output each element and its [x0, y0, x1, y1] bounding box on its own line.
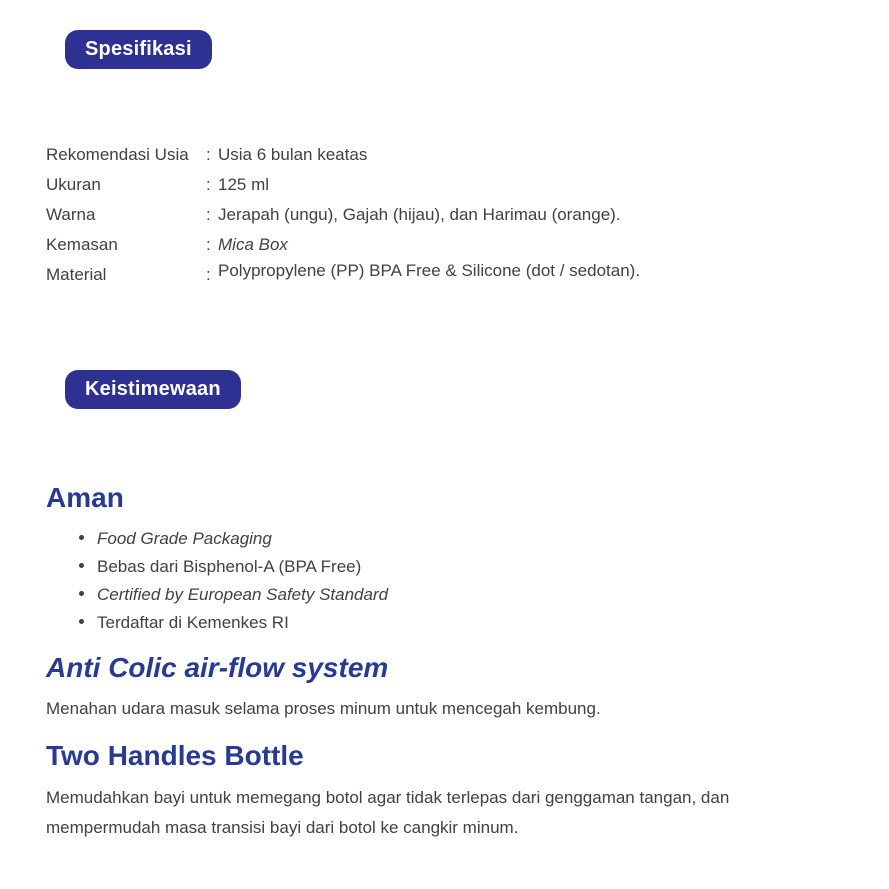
spec-label: Ukuran: [46, 175, 101, 194]
spec-colon: :: [206, 235, 211, 254]
bullet-dot: [79, 591, 84, 596]
spec-row-material: [46, 260, 856, 290]
spec-label: Rekomendasi Usia: [46, 145, 189, 164]
feature-item-label: Food Grade Packaging: [97, 528, 272, 548]
keistimewaan-badge: Keistimewaan: [65, 370, 241, 409]
spec-colon: :: [206, 175, 211, 194]
spec-table: [46, 140, 856, 290]
spec-colon: :: [206, 205, 211, 224]
spec-row-warna: [46, 200, 856, 230]
anti-colic-heading: Anti Colic air-flow system: [46, 651, 389, 683]
aman-feature-list: [46, 525, 856, 637]
spec-label: Material: [46, 265, 107, 284]
spec-value: Jerapah (ungu), Gajah (hijau), dan Harimau (orange).: [218, 205, 621, 224]
spec-colon: :: [206, 265, 211, 284]
spec-colon: :: [206, 145, 211, 164]
bullet-dot: [79, 563, 84, 568]
feature-item: [46, 525, 856, 553]
feature-item: [46, 581, 856, 609]
bullet-dot: [79, 535, 84, 540]
anti-colic-paragraph: Menahan udara masuk selama proses minum untuk mencegah kembung.: [46, 699, 601, 719]
spec-value: Mica Box: [218, 235, 288, 254]
spec-value: 125 ml: [218, 175, 270, 194]
spesifikasi-badge: Spesifikasi: [65, 30, 212, 69]
spec-row-ukuran: [46, 170, 856, 200]
feature-item: [46, 553, 856, 581]
feature-item-label: Bebas dari Bisphenol-A (BPA Free): [97, 556, 362, 576]
two-handles-heading: Two Handles Bottle: [46, 740, 304, 772]
spec-value: Polypropylene (PP) BPA Free & Silicone (dot / sedotan).: [218, 261, 641, 280]
aman-heading: Aman: [46, 482, 124, 513]
spec-label: Kemasan: [46, 235, 118, 254]
spec-label: Warna: [46, 205, 96, 224]
feature-item-label: Terdaftar di Kemenkes RI: [97, 612, 289, 632]
feature-item-label: Certified by European Safety Standard: [97, 584, 389, 604]
bullet-dot: [79, 619, 84, 624]
spec-value: Usia 6 bulan keatas: [218, 145, 368, 164]
spec-row-rekomendasi-usia: [46, 140, 856, 170]
feature-item: [46, 609, 856, 637]
two-handles-paragraph: Memudahkan bayi untuk memegang botol agar tidak terlepas dari genggaman tangan, dan mempermudah masa transisi bayi dari botol ke cangkir minum.: [46, 787, 730, 837]
